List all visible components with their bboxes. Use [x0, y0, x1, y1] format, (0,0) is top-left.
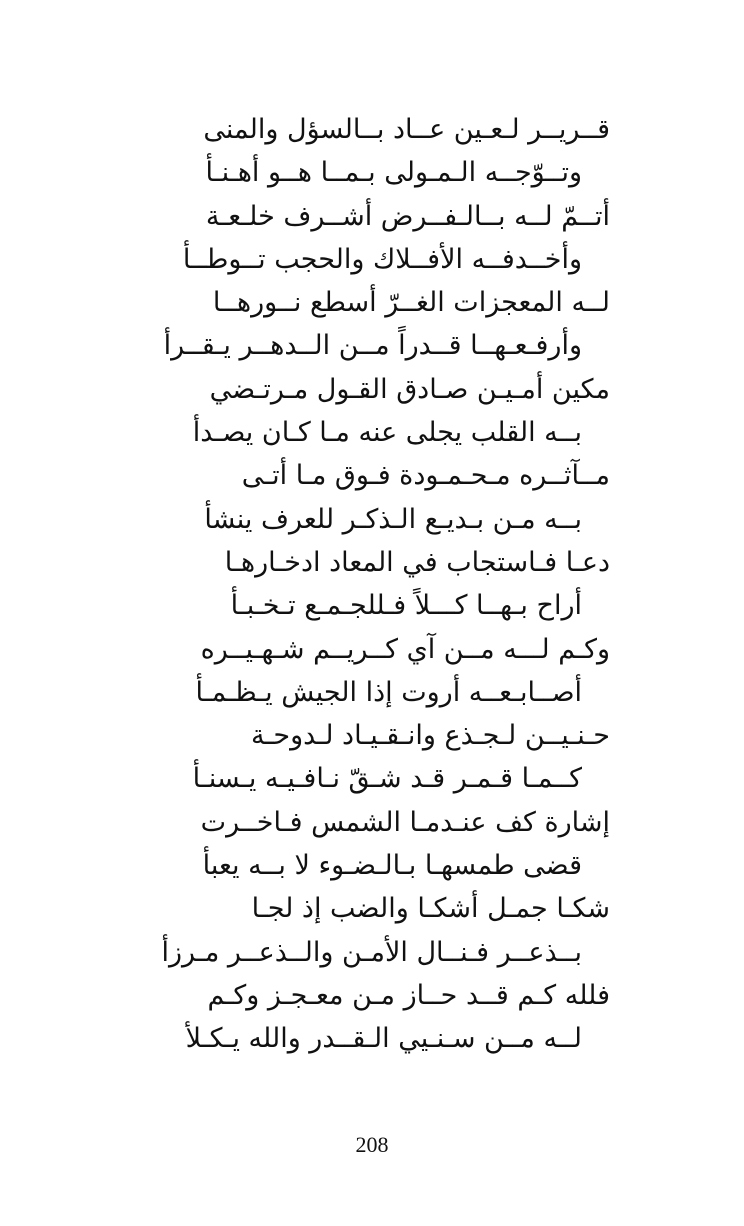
verse-line: أراح بـهــا كـــلاً فـللجـمـع تـخـبـأ: [230, 590, 582, 622]
verse-line: قــريــر لـعـين عــاد بــالسؤل والمنى: [203, 114, 610, 145]
verse-line: وأرفـعـهــا قــدراً مــن الــدهــر يـقــرأ: [163, 330, 582, 362]
verse-line: حـنـيــن لـجـذع وانـقـيـاد لـدوحـة: [251, 720, 610, 752]
verse-line: بــذعــر فـنــال الأمـن والــذعــر مـرزأ: [161, 936, 582, 968]
verse-line: بــه مـن بـديـع الـذكـر للعرف ينشأ: [204, 503, 582, 535]
verse-line: فلله كـم قــد حــاز مـن معـجـز وكـم: [207, 979, 610, 1011]
verse-line: مــآثــره مـحـمـودة فـوق مـا أتـى: [241, 460, 610, 492]
verse-line: أتــمّ لــه بــالـفــرض أشــرف خلـعـة: [205, 200, 610, 232]
verse-line: مكين أمـيـن صـادق القـول مـرتـضي: [209, 373, 610, 405]
verse-line: بــه القلب يجلى عنه مـا كـان يصـدأ: [192, 417, 582, 449]
verse-line: وأخــدفــه الأفــلاك والحجب تــوطــأ: [182, 243, 582, 275]
verse-line: إشارة كف عنـدمـا الشمس فـاخــرت: [200, 806, 610, 838]
page-number: 208: [355, 1132, 389, 1157]
verse-line: وتــوّجــه الـمـولى بـمــا هــو أهـنـأ: [205, 157, 582, 189]
verse-line: كــمـا قـمـر قـد شـقّ نـافـيـه يـسنـأ: [192, 763, 582, 795]
verse-line: لــه المعجزات الغــرّ أسطع نــورهــا: [212, 287, 610, 319]
verse-line: شكـا جمـل أشكـا والضب إذ لجـا: [251, 893, 610, 925]
verse-line: أصــابـعــه أروت إذا الجيش يـظـمـأ: [195, 676, 582, 708]
verse-line: قضى طمسهـا بـالـضـوء لا بــه يعبأ: [202, 850, 582, 882]
verse-line: وكـم لـــه مــن آي كــريــم شـهـيــره: [200, 633, 610, 665]
poem-block: [60, 108, 610, 1061]
verse-line: لــه مــن سـنـيي الـقــدر والله يـكـلأ: [185, 1023, 582, 1055]
verse-line: دعـا فـاستجاب في المعاد ادخـارهـا: [224, 546, 610, 578]
